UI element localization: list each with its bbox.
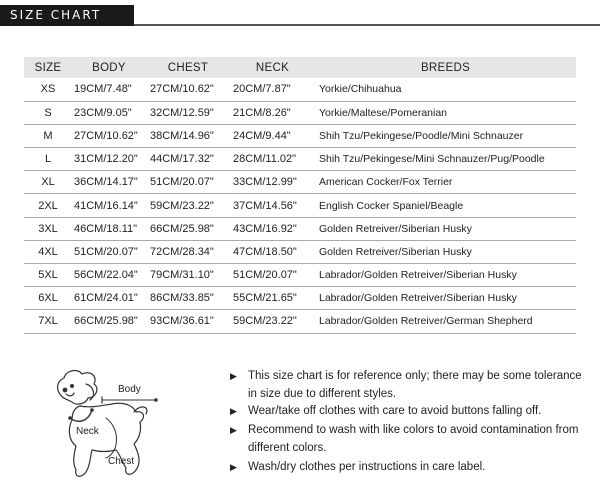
body-cell: 31CM/12.20" bbox=[72, 148, 146, 171]
neck-cell: 37CM/14.56" bbox=[230, 194, 315, 217]
breeds-cell: Labrador/Golden Retreiver/Siberian Husky bbox=[315, 287, 576, 310]
neck-label: Neck bbox=[76, 426, 99, 437]
dog-measurement-diagram bbox=[46, 366, 176, 486]
breeds-cell: English Cocker Spaniel/Beagle bbox=[315, 194, 576, 217]
size-cell: XL bbox=[24, 171, 72, 194]
neck-cell: 28CM/11.02" bbox=[230, 148, 315, 171]
note-text: Recommend to wash with like colors to avoid contamination from different colors. bbox=[248, 424, 579, 454]
column-header-body: BODY bbox=[72, 57, 146, 78]
chest-label: Chest bbox=[108, 456, 135, 467]
note-item bbox=[228, 422, 588, 459]
size-cell: 7XL bbox=[24, 310, 72, 333]
triangle-right-icon: ▶ bbox=[230, 462, 237, 472]
table-row bbox=[24, 264, 576, 287]
note-text: Wash/dry clothes per instructions in care label. bbox=[248, 461, 486, 473]
header-divider bbox=[134, 24, 600, 26]
column-header-chest: CHEST bbox=[146, 57, 230, 78]
note-text: Wear/take off clothes with care to avoid buttons falling off. bbox=[248, 405, 542, 417]
note-item bbox=[228, 368, 588, 403]
body-cell: 41CM/16.14" bbox=[72, 194, 146, 217]
body-label: Body bbox=[118, 384, 141, 395]
body-cell: 36CM/14.17" bbox=[72, 171, 146, 194]
table-row bbox=[24, 78, 576, 101]
neck-cell: 33CM/12.99" bbox=[230, 171, 315, 194]
size-chart-title: SIZE CHART bbox=[0, 5, 134, 26]
chest-cell: 51CM/20.07" bbox=[146, 171, 230, 194]
care-notes bbox=[228, 368, 588, 477]
neck-cell: 21CM/8.26" bbox=[230, 101, 315, 124]
breeds-cell: Labrador/Golden Retreiver/German Shepherd bbox=[315, 310, 576, 333]
chest-cell: 59CM/23.22" bbox=[146, 194, 230, 217]
neck-cell: 55CM/21.65" bbox=[230, 287, 315, 310]
table-row bbox=[24, 240, 576, 263]
table-header-row bbox=[24, 57, 576, 78]
neck-cell: 24CM/9.44" bbox=[230, 124, 315, 147]
breeds-cell: Golden Retreiver/Siberian Husky bbox=[315, 240, 576, 263]
body-cell: 61CM/24.01" bbox=[72, 287, 146, 310]
column-header-breeds: BREEDS bbox=[315, 57, 576, 78]
size-table bbox=[24, 57, 576, 334]
triangle-right-icon: ▶ bbox=[230, 406, 237, 416]
breeds-cell: Shih Tzu/Pekingese/Mini Schnauzer/Pug/Poodle bbox=[315, 148, 576, 171]
table-row bbox=[24, 124, 576, 147]
breeds-cell: American Cocker/Fox Terrier bbox=[315, 171, 576, 194]
breeds-cell: Yorkie/Maltese/Pomeranian bbox=[315, 101, 576, 124]
table-row bbox=[24, 171, 576, 194]
triangle-right-icon: ▶ bbox=[230, 425, 237, 435]
chest-cell: 44CM/17.32" bbox=[146, 148, 230, 171]
note-item bbox=[228, 459, 588, 477]
neck-cell: 20CM/7.87" bbox=[230, 78, 315, 101]
body-cell: 56CM/22.04" bbox=[72, 264, 146, 287]
body-cell: 23CM/9.05" bbox=[72, 101, 146, 124]
chest-cell: 93CM/36.61" bbox=[146, 310, 230, 333]
breeds-cell: Shih Tzu/Pekingese/Poodle/Mini Schnauzer bbox=[315, 124, 576, 147]
size-cell: XS bbox=[24, 78, 72, 101]
neck-cell: 51CM/20.07" bbox=[230, 264, 315, 287]
chest-cell: 38CM/14.96" bbox=[146, 124, 230, 147]
size-cell: 2XL bbox=[24, 194, 72, 217]
body-cell: 51CM/20.07" bbox=[72, 240, 146, 263]
neck-cell: 59CM/23.22" bbox=[230, 310, 315, 333]
neck-cell: 47CM/18.50" bbox=[230, 240, 315, 263]
table-row bbox=[24, 101, 576, 124]
chest-cell: 86CM/33.85" bbox=[146, 287, 230, 310]
chest-cell: 79CM/31.10" bbox=[146, 264, 230, 287]
chest-cell: 66CM/25.98" bbox=[146, 217, 230, 240]
chest-cell: 32CM/12.59" bbox=[146, 101, 230, 124]
breeds-cell: Golden Retreiver/Siberian Husky bbox=[315, 217, 576, 240]
note-item bbox=[228, 403, 588, 422]
size-cell: 4XL bbox=[24, 240, 72, 263]
breeds-cell: Yorkie/Chihuahua bbox=[315, 78, 576, 101]
breeds-cell: Labrador/Golden Retreiver/Siberian Husky bbox=[315, 264, 576, 287]
size-cell: 5XL bbox=[24, 264, 72, 287]
size-cell: 3XL bbox=[24, 217, 72, 240]
size-cell: S bbox=[24, 101, 72, 124]
table-row bbox=[24, 148, 576, 171]
body-cell: 19CM/7.48" bbox=[72, 78, 146, 101]
body-cell: 66CM/25.98" bbox=[72, 310, 146, 333]
body-cell: 27CM/10.62" bbox=[72, 124, 146, 147]
table-row bbox=[24, 217, 576, 240]
neck-cell: 43CM/16.92" bbox=[230, 217, 315, 240]
chest-cell: 72CM/28.34" bbox=[146, 240, 230, 263]
column-header-size: SIZE bbox=[24, 57, 72, 78]
table-row bbox=[24, 194, 576, 217]
size-cell: L bbox=[24, 148, 72, 171]
table-row bbox=[24, 310, 576, 333]
triangle-right-icon: ▶ bbox=[230, 371, 237, 381]
note-text: This size chart is for reference only; there may be some tolerance in size due to different styles. bbox=[248, 370, 582, 400]
size-cell: 6XL bbox=[24, 287, 72, 310]
table-row bbox=[24, 287, 576, 310]
body-cell: 46CM/18.11" bbox=[72, 217, 146, 240]
column-header-neck: NECK bbox=[230, 57, 315, 78]
size-cell: M bbox=[24, 124, 72, 147]
chest-cell: 27CM/10.62" bbox=[146, 78, 230, 101]
